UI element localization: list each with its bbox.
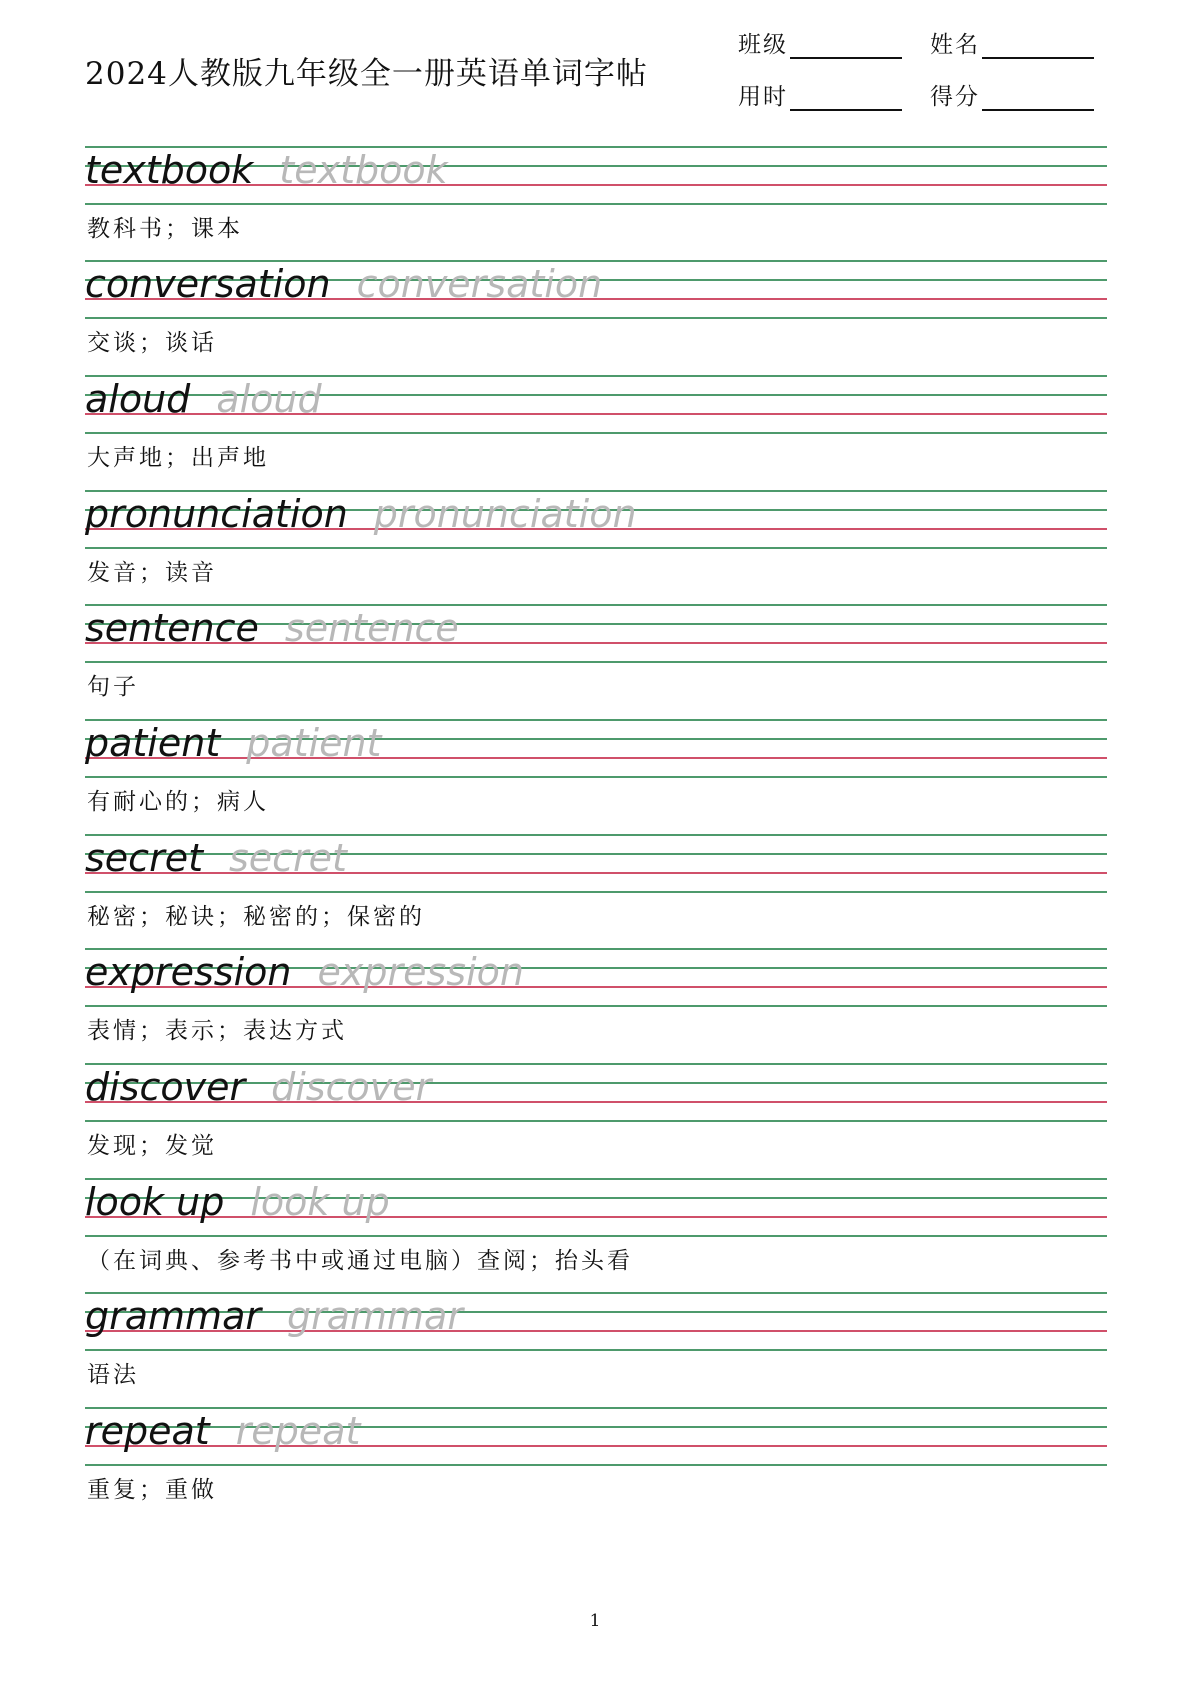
name-blank[interactable] (982, 33, 1094, 59)
chinese-meaning: 语法 (87, 1362, 139, 1388)
student-info-fields (738, 26, 1098, 116)
english-word: look up (85, 1180, 225, 1224)
class-blank[interactable] (790, 33, 902, 59)
trace-word: discover (271, 1065, 432, 1109)
trace-word: conversation (356, 262, 603, 306)
guide-line (85, 1120, 1107, 1122)
english-word: textbook (85, 148, 254, 192)
guide-line (85, 1005, 1107, 1007)
chinese-meaning: 大声地；出声地 (87, 445, 269, 471)
english-word: expression (85, 950, 292, 994)
class-label: 班级 (738, 32, 788, 58)
vocab-entry (85, 604, 1107, 718)
trace-word: pronunciation (373, 492, 637, 536)
vocab-entry (85, 1292, 1107, 1406)
vocab-entry (85, 146, 1107, 260)
vocab-entry (85, 948, 1107, 1062)
guide-line (85, 1235, 1107, 1237)
english-word: patient (85, 721, 221, 765)
score-blank[interactable] (982, 85, 1094, 111)
vocab-entry (85, 1178, 1107, 1292)
guide-line (85, 1349, 1107, 1351)
english-word: secret (85, 836, 203, 880)
english-word: repeat (85, 1409, 210, 1453)
name-field (930, 26, 1094, 59)
vocab-entry (85, 834, 1107, 948)
guide-line (85, 776, 1107, 778)
trace-word: look up (250, 1180, 390, 1224)
time-blank[interactable] (790, 85, 902, 111)
trace-word: grammar (286, 1294, 463, 1338)
english-word: pronunciation (85, 492, 348, 536)
chinese-meaning: 交谈；谈话 (87, 330, 217, 356)
trace-word: textbook (279, 148, 448, 192)
guide-line (85, 432, 1107, 434)
trace-word: patient (246, 721, 382, 765)
score-field (930, 78, 1094, 111)
english-word: conversation (85, 262, 331, 306)
chinese-meaning: 发音；读音 (87, 560, 217, 586)
vocab-entry (85, 260, 1107, 374)
guide-line (85, 661, 1107, 663)
trace-word: sentence (284, 606, 459, 650)
chinese-meaning: 重复；重做 (87, 1477, 217, 1503)
chinese-meaning: 教科书；课本 (87, 216, 243, 242)
guide-line (85, 1464, 1107, 1466)
english-word: grammar (85, 1294, 261, 1338)
guide-line (85, 891, 1107, 893)
english-word: discover (85, 1065, 246, 1109)
trace-word: repeat (235, 1409, 361, 1453)
chinese-meaning: 秘密；秘诀；秘密的；保密的 (87, 904, 425, 930)
guide-line (85, 203, 1107, 205)
chinese-meaning: 发现；发觉 (87, 1133, 217, 1159)
guide-line (85, 317, 1107, 319)
guide-line (85, 547, 1107, 549)
vocab-entry (85, 375, 1107, 489)
vocab-entry (85, 1063, 1107, 1177)
class-field (738, 26, 902, 59)
score-label: 得分 (930, 84, 980, 110)
page-title: 2024人教版九年级全一册英语单词字帖 (85, 56, 648, 92)
english-word: sentence (85, 606, 259, 650)
trace-word: secret (228, 836, 347, 880)
vocab-entry (85, 1407, 1107, 1521)
trace-word: aloud (216, 377, 322, 421)
name-label: 姓名 (930, 32, 980, 58)
vocab-entry (85, 719, 1107, 833)
time-label: 用时 (738, 84, 788, 110)
chinese-meaning: （在词典、参考书中或通过电脑）查阅；抬头看 (87, 1248, 633, 1274)
chinese-meaning: 句子 (87, 674, 139, 700)
time-field (738, 78, 902, 111)
trace-word: expression (317, 950, 524, 994)
page-number: 1 (589, 1611, 601, 1631)
chinese-meaning: 表情；表示；表达方式 (87, 1018, 347, 1044)
vocab-entry (85, 490, 1107, 604)
chinese-meaning: 有耐心的；病人 (87, 789, 269, 815)
english-word: aloud (85, 377, 191, 421)
